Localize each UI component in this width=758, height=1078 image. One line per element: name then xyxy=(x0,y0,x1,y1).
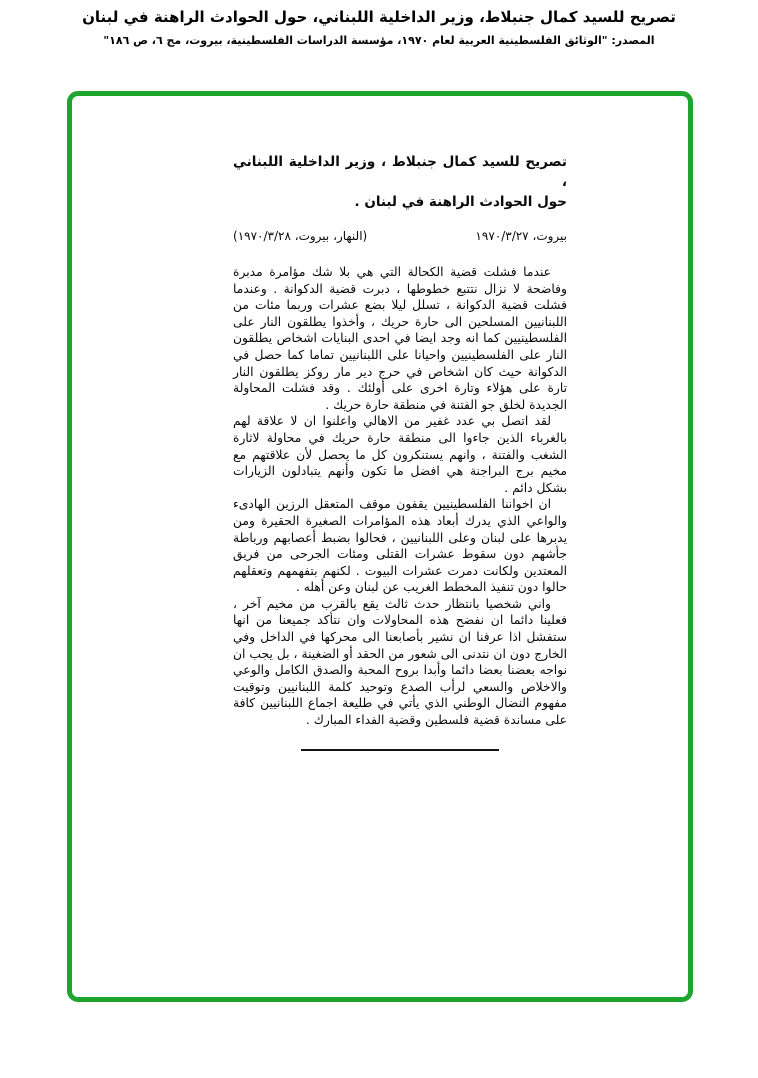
paragraph: واني شخصيا بانتظار حدث ثالث يقع بالقرب من مخيم آخر ، فعلينا دائما ان نفضح هذه المحاولات وان نتأكد جميعنا من انها ستفشل اذا عرفنا ان نشير بأصابعنا الى محركها في الداخل وفي الخارج دون ان نتدنى الى شعور من الحقد أو الضغينة ، بل يجب ان نواجه بعضنا بعضا دائما وأبدا بروح المحبة والصدق الكامل والوعي والاخلاص والسعي لرأب الصدع وتوحيد كلمة اللبنانيين وتوقيت مفهوم النضال الوطني الذي يأتي في طليعة اجماع اللبنانيين كافة على مساندة قضية فلسطين وقضية الفداء المبارك . xyxy=(233,596,567,728)
page-header xyxy=(0,0,758,47)
dateline-place-date: بيروت، ١٩٧٠/٣/٢٧ xyxy=(475,229,567,243)
dateline xyxy=(233,229,567,243)
document-page xyxy=(233,152,567,751)
page-title: تصريح للسيد كمال جنبلاط، وزير الداخلية اللبناني، حول الحوادث الراهنة في لبنان xyxy=(82,8,676,26)
paragraph: ان اخواننا الفلسطينيين يقفون موقف المتعقل الرزين الهادىء والواعي الذي يدرك أبعاد هذه المؤامرات الصغيرة الحقيرة ومن يدبرها على لبنان وعلى اللبنانيين ، فحالوا بضبط أعصابهم ورباطة جأشهم دون سقوط عشرات القتلى ومئات الجرحى من فريق المعتدين ولكانت دمرت عشرات البيوت . لكنهم بتفهمهم وتعقلهم حالوا دون تنفيذ المخطط الغريب عن لبنان وعن أهله . xyxy=(233,497,567,595)
paragraph: لقد اتصل بي عدد غفير من الاهالي واعلنوا ان لا علاقة لهم بالغرباء الذين جاءوا الى منطقة حارة حريك في محاولة لاثارة الشغب والفتنة ، وانهم يستنكرون كل ما يحصل لأن علاقتهم مع مخيم برج البراجنة هي افضل ما تكون وأنهم يتبادلون الزيارات بشكل دائم . xyxy=(233,414,567,495)
paragraph: عندما فشلت قضية الكحالة التي هي بلا شك مؤامرة مدبرة وفاضحة لا نزال نتتبع خطوطها ، دبرت قضية الدكوانة . وعندما فشلت قضية الدكوانة ، تسلل ليلا بضع عشرات وربما مئات من اللبنانيين المسلحين الى حارة حريك ، وأخذوا يطلقون النار على الفلسطينيين كما انه وجد ايضا في احدى البنايات اشخاص يطلقون النار على الفلسطينيين واحيانا على اللبنانيين تماما كما حصل في الدكوانة حيث كان اشخاص في حرج دير مار روكز يطلقون النار تارة على هؤلاء وتارة اخرى على أولئك . وقد فشلت المحاولة الجديدة لخلق جو الفتنة في منطقة حارة حريك . xyxy=(233,265,567,412)
document-title-line1: تصريح للسيد كمال جنبلاط ، وزير الداخلية اللبناني ، xyxy=(233,154,567,190)
dateline-newspaper-ref: (النهار، بيروت، ١٩٧٠/٣/٢٨) xyxy=(233,229,368,243)
document-title-line2: حول الحوادث الراهنة في لبنان . xyxy=(354,194,567,210)
document-title xyxy=(233,152,567,212)
end-rule xyxy=(301,749,499,751)
document-frame xyxy=(67,91,693,1002)
document-body xyxy=(233,264,567,729)
source-citation: المصدر: "الوثائق الفلسطينية العربية لعام ١٩٧٠، مؤسسة الدراسات الفلسطينية، بيروت، مج ٦، ص ١٨٦" xyxy=(103,34,655,47)
